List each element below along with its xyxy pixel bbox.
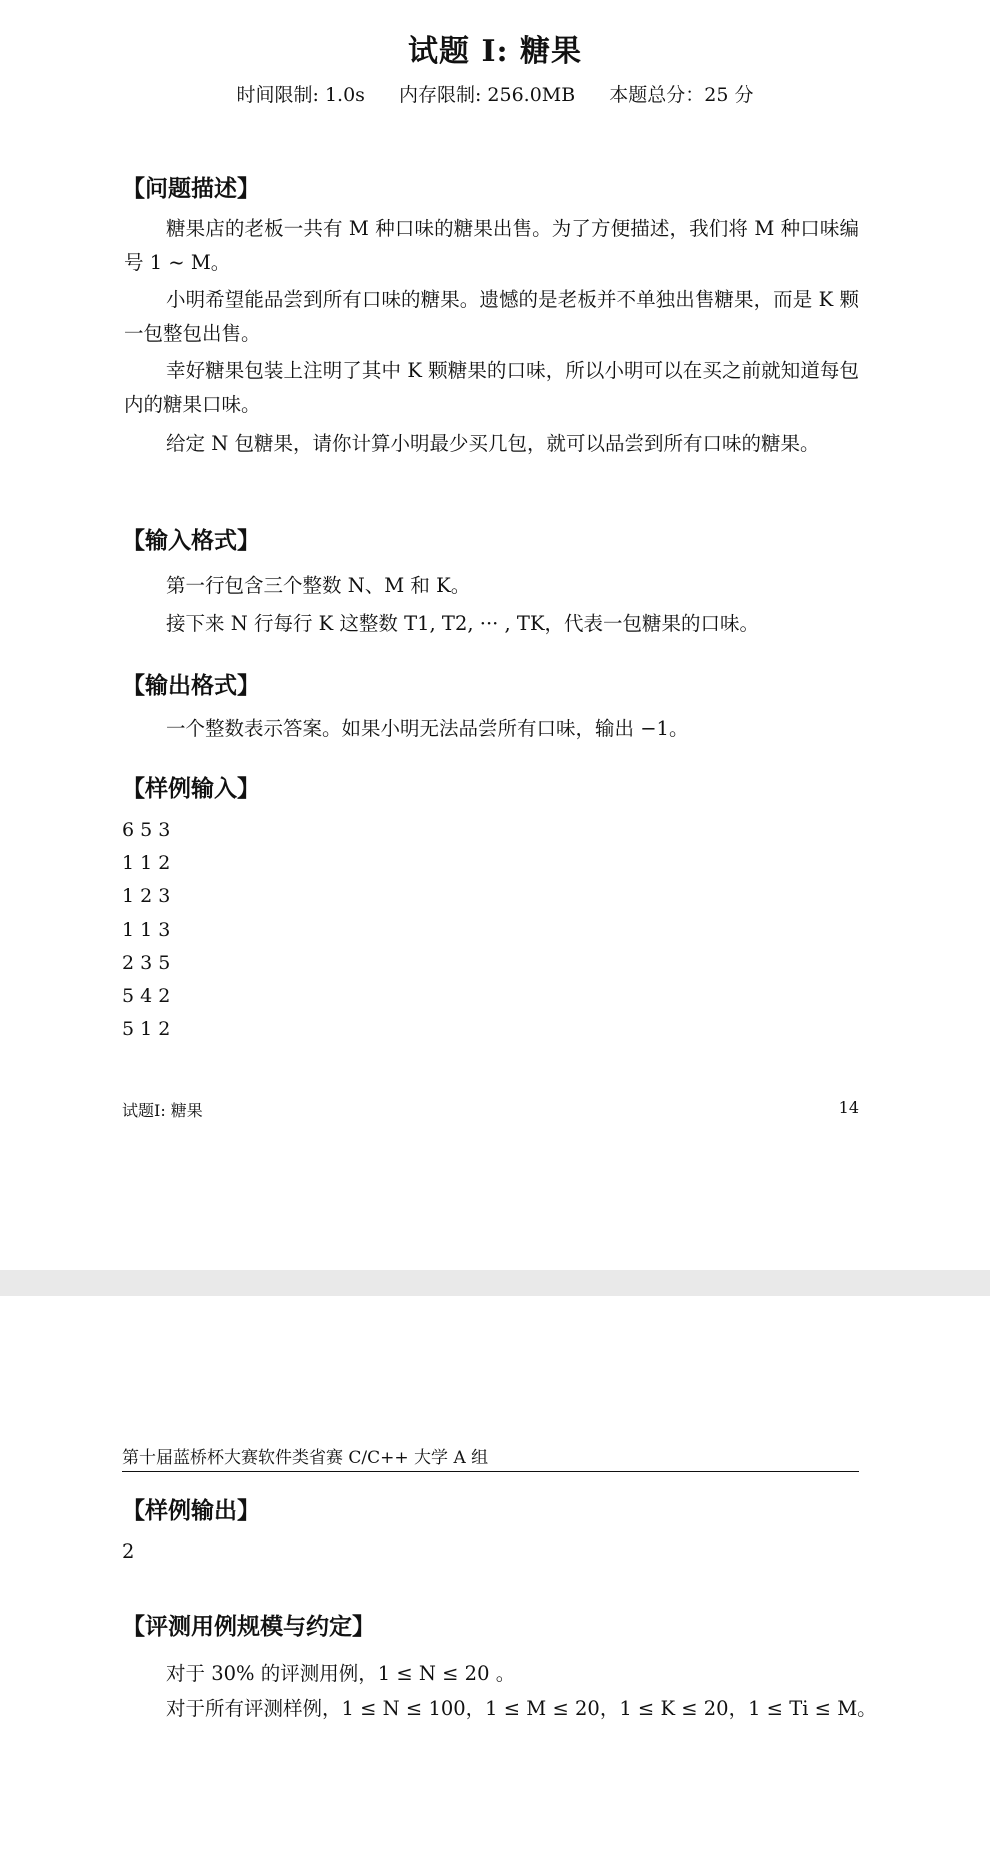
page-number: 14: [838, 1098, 859, 1117]
input-line-1: 第一行包含三个整数 N、M 和 K。: [166, 574, 471, 597]
problem-paragraph-4: 给定 N 包糖果，请你计算小明最少买几包，就可以品尝到所有口味的糖果。: [166, 432, 820, 455]
problem-paragraph-2: 小明希望能品尝到所有口味的糖果。遗憾的是老板并不单独出售糖果，而是 K 颗一包整包出售。: [124, 288, 859, 345]
output-line-1: 一个整数表示答案。如果小明无法品尝所有口味，输出 −1。: [166, 717, 689, 740]
header-rule: [122, 1471, 859, 1472]
total-score: 本题总分：25 分: [609, 84, 754, 106]
page-footer-title: 试题I: 糖果: [122, 1101, 203, 1120]
document-page-2: [0, 1296, 990, 1856]
sample-output-value: 2: [122, 1540, 135, 1563]
page-separator: [0, 1270, 990, 1296]
constraint-line-2: 对于所有评测样例，1 ≤ N ≤ 100，1 ≤ M ≤ 20，1 ≤ K ≤ 20，1 ≤ Ti ≤ M。: [166, 1697, 877, 1720]
sample-input-line: 5 4 2: [122, 985, 171, 1008]
sample-input-line: 2 3 5: [122, 951, 171, 974]
problem-meta: [0, 80, 990, 107]
section-heading-sample-output: 【样例输出】: [122, 1498, 260, 1524]
memory-limit: 内存限制: 256.0MB: [398, 84, 576, 106]
problem-paragraph-1: 糖果店的老板一共有 M 种口味的糖果出售。为了方便描述，我们将 M 种口味编号 1 ~ M。: [124, 217, 859, 274]
sample-input-line: 5 1 2: [122, 1018, 171, 1041]
sample-input-line: 6 5 3: [122, 819, 171, 841]
problem-paragraph-3: 幸好糖果包装上注明了其中 K 颗糖果的口味，所以小明可以在买之前就知道每包内的糖果口味。: [124, 359, 859, 416]
constraint-line-1: 对于 30% 的评测用例，1 ≤ N ≤ 20 。: [166, 1662, 516, 1685]
time-limit: 时间限制: 1.0s: [236, 84, 365, 106]
section-heading-problem: 【问题描述】: [122, 176, 260, 202]
sample-input-line: 1 1 3: [122, 918, 171, 941]
section-heading-output: 【输出格式】: [122, 673, 260, 699]
sample-input-block: [122, 814, 170, 1046]
section-heading-constraints: 【评测用例规模与约定】: [122, 1614, 375, 1640]
sample-input-line: 1 1 2: [122, 852, 171, 875]
section-heading-input: 【输入格式】: [122, 528, 260, 554]
section-heading-sample-input: 【样例输入】: [122, 776, 260, 802]
sample-input-line: 1 2 3: [122, 885, 171, 908]
page-header: 第十届蓝桥杯大赛软件类省赛 C/C++ 大学 A 组: [122, 1448, 489, 1468]
input-line-2: 接下来 N 行每行 K 这整数 T1, T2, ··· , TK，代表一包糖果的口味。: [166, 612, 760, 635]
problem-title: 试题 I: 糖果: [408, 34, 582, 69]
